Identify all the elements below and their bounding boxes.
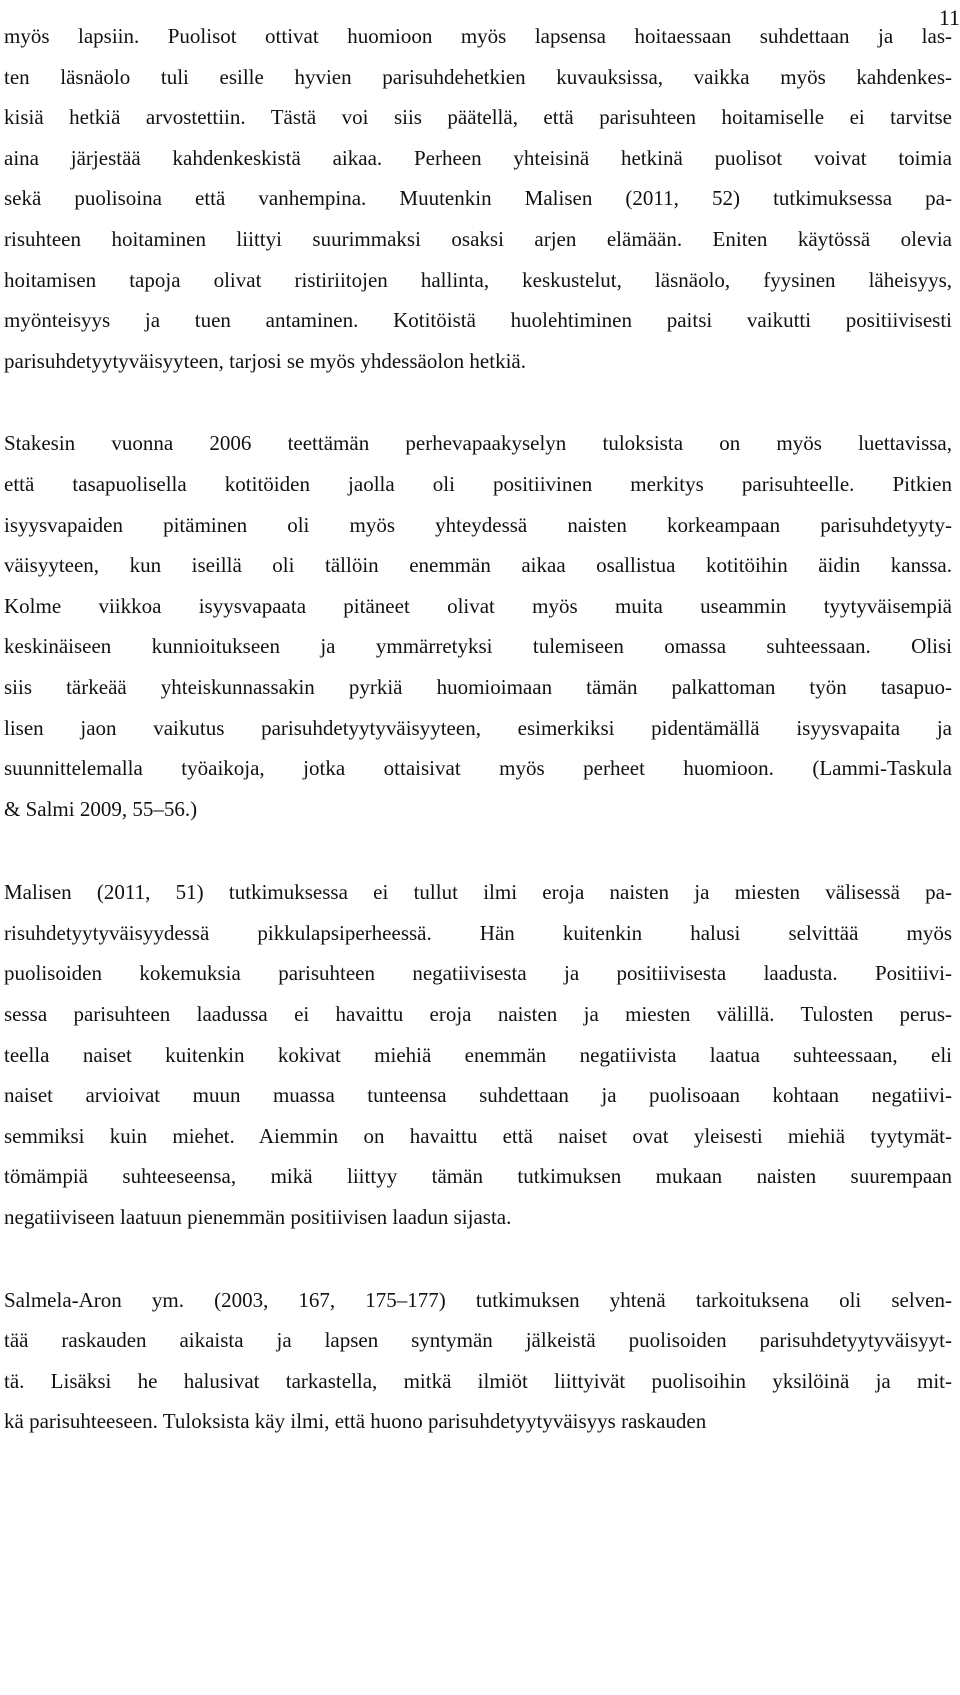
text-line: semmiksi kuin miehet. Aiemmin on havaittu että naiset ovat yleisesti miehiä tyytymät- [4, 1123, 952, 1148]
paragraph [4, 1280, 952, 1442]
text-line: keskinäiseen kunnioitukseen ja ymmärretyksi tulemiseen omassa suhteessaan. Olisi [4, 634, 952, 659]
paragraph [4, 16, 952, 381]
text-line: risuhteen hoitaminen liittyi suurimmaksi osaksi arjen elämään. Eniten käytössä olevia [4, 226, 952, 251]
paragraph [4, 423, 952, 829]
text-line: teella naiset kuitenkin kokivat miehiä enemmän negatiivista laatua suhteessaan, eli [4, 1042, 952, 1067]
text-line: tä. Lisäksi he halusivat tarkastella, mitkä ilmiöt liittyivät puolisoihin yksilöinä ja mit- [4, 1368, 952, 1393]
text-line: negatiiviseen laatuun pienemmän positiivisen laadun sijasta. [4, 1205, 512, 1230]
text-line: sessa parisuhteen laadussa ei havaittu eroja naisten ja miesten välillä. Tulosten perus- [4, 1002, 952, 1027]
text-line: ten läsnäolo tuli esille hyvien parisuhdehetkien kuvauksissa, vaikka myös kahdenkes- [4, 64, 952, 89]
text-line: väisyyteen, kun iseillä oli tällöin enemmän aikaa osallistua kotitöihin äidin kanssa. [4, 553, 952, 578]
text-line: Malisen (2011, 51) tutkimuksessa ei tullut ilmi eroja naisten ja miesten välisessä pa- [4, 880, 952, 905]
body-text [4, 16, 952, 1442]
text-line: parisuhdetyytyväisyyteen, tarjosi se myös yhdessäolon hetkiä. [4, 348, 526, 373]
text-line: Kolme viikkoa isyysvapaata pitäneet olivat myös muita useammin tyytyväisempiä [4, 593, 952, 618]
text-line: isyysvapaiden pitäminen oli myös yhteydessä naisten korkeampaan parisuhdetyyty- [4, 512, 952, 537]
text-line: Stakesin vuonna 2006 teettämän perhevapaakyselyn tuloksista on myös luettavissa, [4, 431, 952, 456]
paragraph [4, 872, 952, 1237]
text-line: lisen jaon vaikutus parisuhdetyytyväisyyteen, esimerkiksi pidentämällä isyysvapaita ja [4, 715, 952, 740]
text-line: siis tärkeää yhteiskunnassakin pyrkiä huomioimaan tämän palkattoman työn tasapuo- [4, 674, 952, 699]
text-line: kisiä hetkiä arvostettiin. Tästä voi siis päätellä, että parisuhteen hoitamiselle ei tarvitse [4, 105, 952, 130]
text-line: suunnittelemalla työaikoja, jotka ottaisivat myös perheet huomioon. (Lammi-Taskula [4, 756, 952, 781]
text-line: aina järjestää kahdenkeskistä aikaa. Perheen yhteisinä hetkinä puolisot voivat toimia [4, 145, 952, 170]
text-line: Salmela-Aron ym. (2003, 167, 175–177) tutkimuksen yhtenä tarkoituksena oli selven- [4, 1287, 952, 1312]
text-line: kä parisuhteeseen. Tuloksista käy ilmi, että huono parisuhdetyytyväisyys raskauden [4, 1409, 707, 1434]
text-line: sekä puolisoina että vanhempina. Muutenkin Malisen (2011, 52) tutkimuksessa pa- [4, 186, 952, 211]
text-line: että tasapuolisella kotitöiden jaolla oli positiivinen merkitys parisuhteelle. Pitkien [4, 471, 952, 496]
text-line: myös lapsiin. Puolisot ottivat huomioon myös lapsensa hoitaessaan suhdettaan ja las- [4, 24, 952, 48]
text-line: risuhdetyytyväisyydessä pikkulapsiperheessä. Hän kuitenkin halusi selvittää myös [4, 920, 952, 945]
text-line: tömämpiä suhteeseensa, mikä liittyy tämän tutkimuksen mukaan naisten suurempaan [4, 1164, 952, 1189]
text-line: & Salmi 2009, 55–56.) [4, 796, 198, 821]
page-number: 11 [938, 5, 960, 30]
text-line: tää raskauden aikaista ja lapsen syntymän jälkeistä puolisoiden parisuhdetyytyväisyyt- [4, 1328, 952, 1353]
text-line: myönteisyys ja tuen antaminen. Kotitöistä huolehtiminen paitsi vaikutti positiivisesti [4, 308, 952, 333]
text-line: puolisoiden kokemuksia parisuhteen negatiivisesta ja positiivisesta laadusta. Positiivi- [4, 961, 952, 986]
text-line: naiset arvioivat muun muassa tunteensa suhdettaan ja puolisoaan kohtaan negatiivi- [4, 1083, 952, 1108]
text-line: hoitamisen tapoja olivat ristiriitojen hallinta, keskustelut, läsnäolo, fyysinen läheisyys, [4, 267, 952, 292]
